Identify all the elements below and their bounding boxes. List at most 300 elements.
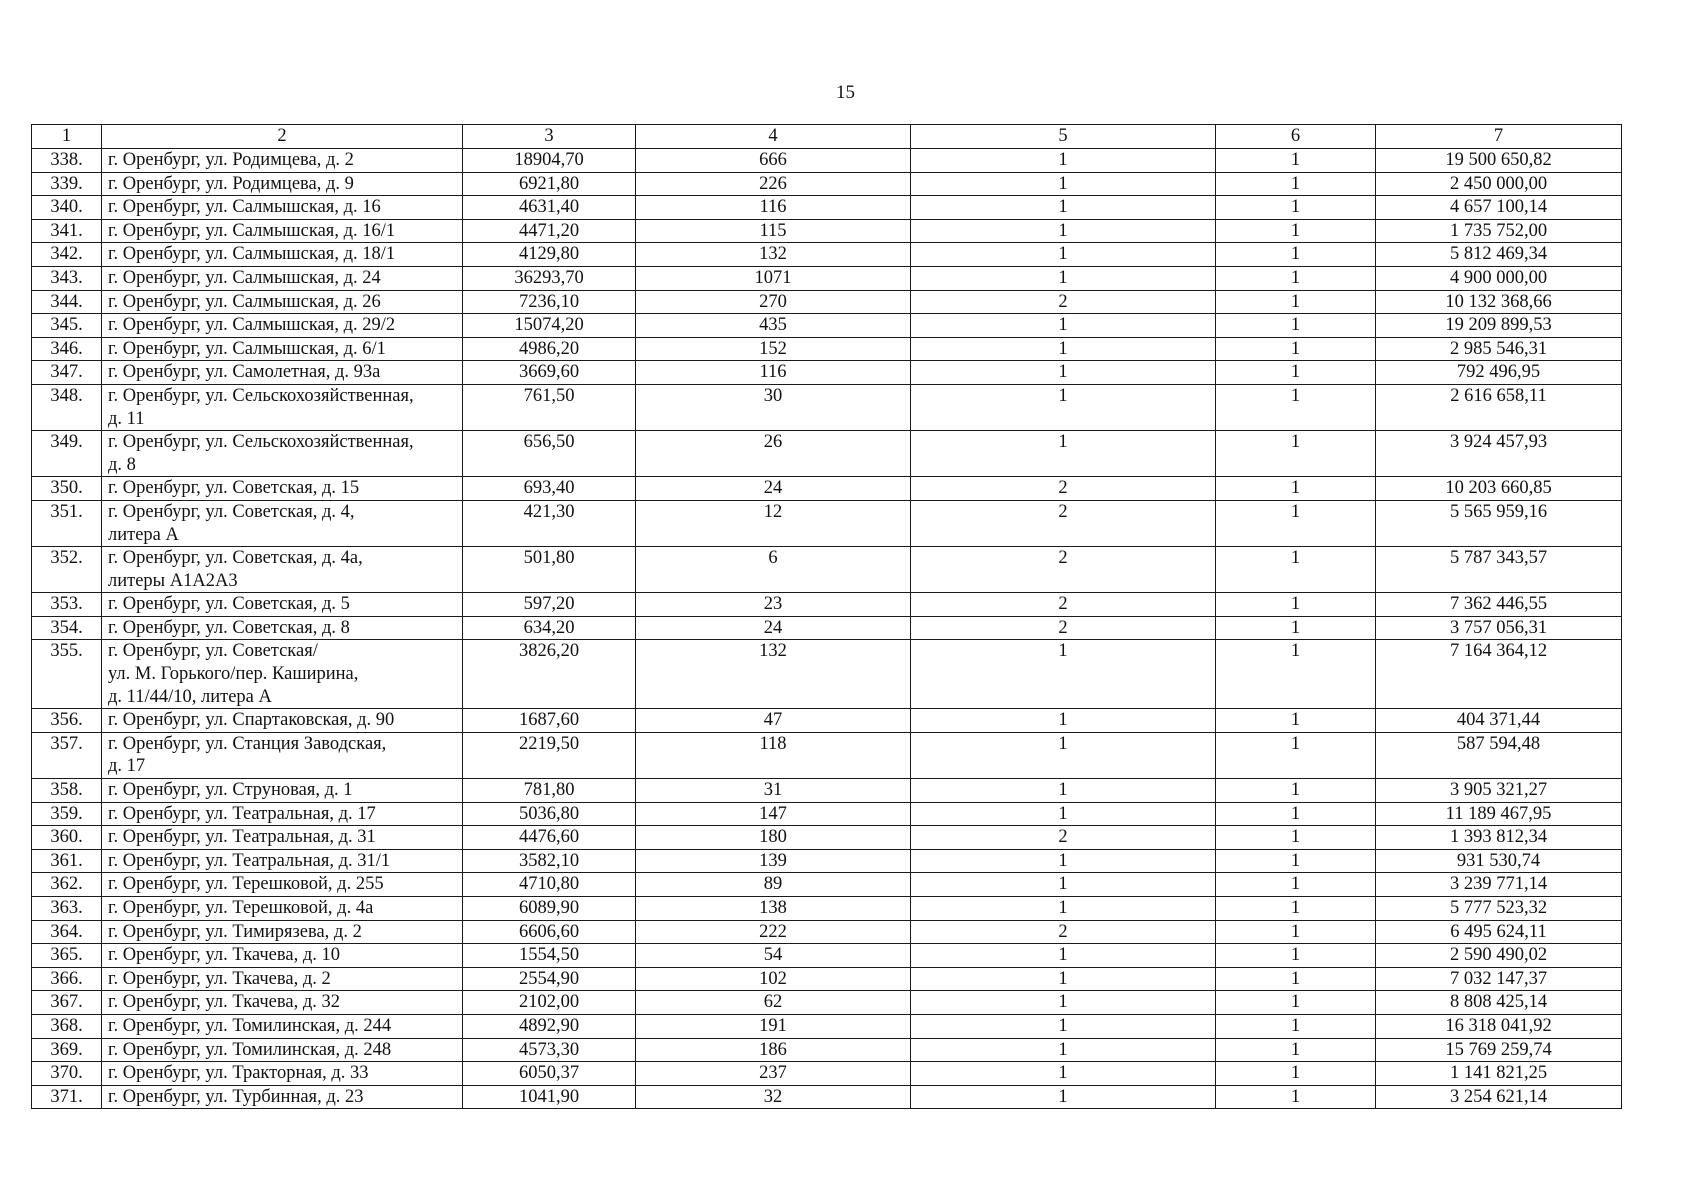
address-line: г. Оренбург, ул. Тимирязева, д. 2	[108, 921, 362, 942]
table-row	[32, 1062, 1622, 1086]
address-cell	[102, 779, 463, 803]
table-header	[32, 125, 1622, 149]
column-header: 5	[911, 125, 1216, 149]
area-cell: 7236,10	[463, 290, 636, 314]
address-line: г. Оренбург, ул. Ткачева, д. 10	[108, 945, 340, 966]
address-line: г. Оренбург, ул. Советская, д. 4а,	[108, 548, 363, 569]
cost-cell: 15 769 259,74	[1376, 1038, 1622, 1062]
area-cell: 2219,50	[463, 732, 636, 778]
address-line: г. Оренбург, ул. Терешковой, д. 4а	[108, 898, 374, 918]
count-cell: 2	[911, 290, 1216, 314]
address-cell	[102, 991, 463, 1015]
count-cell: 1	[911, 361, 1216, 385]
cost-cell: 2 985 546,31	[1376, 337, 1622, 361]
area-cell: 18904,70	[463, 149, 636, 173]
residents-cell: 89	[636, 873, 911, 897]
building-registry-table	[31, 124, 1622, 1109]
count-cell: 1	[1216, 219, 1376, 243]
count-cell: 1	[1216, 802, 1376, 826]
address-line: ул. М. Горького/пер. Каширина,	[108, 664, 359, 685]
table-row	[32, 640, 1622, 709]
table-row	[32, 314, 1622, 338]
residents-cell: 115	[636, 219, 911, 243]
table-row	[32, 243, 1622, 267]
count-cell: 2	[911, 616, 1216, 640]
residents-cell: 1071	[636, 266, 911, 290]
cost-cell: 4 900 000,00	[1376, 266, 1622, 290]
area-cell: 4892,90	[463, 1014, 636, 1038]
count-cell: 2	[911, 477, 1216, 501]
row-number: 360.	[32, 826, 102, 850]
count-cell: 1	[911, 802, 1216, 826]
table-row	[32, 149, 1622, 173]
count-cell: 1	[1216, 337, 1376, 361]
area-cell: 761,50	[463, 384, 636, 430]
count-cell: 1	[1216, 547, 1376, 593]
table-row	[32, 431, 1622, 477]
address-line: г. Оренбург, ул. Театральная, д. 31	[108, 827, 376, 848]
row-number: 343.	[32, 266, 102, 290]
area-cell: 3582,10	[463, 849, 636, 873]
row-number: 364.	[32, 920, 102, 944]
address-cell	[102, 897, 463, 921]
count-cell: 1	[1216, 616, 1376, 640]
address-line: г. Оренбург, ул. Советская/	[108, 641, 318, 662]
count-cell: 1	[1216, 290, 1376, 314]
address-cell	[102, 547, 463, 593]
area-cell: 4471,20	[463, 219, 636, 243]
count-cell: 1	[911, 431, 1216, 477]
address-cell	[102, 1085, 463, 1109]
residents-cell: 152	[636, 337, 911, 361]
address-cell	[102, 967, 463, 991]
address-line: г. Оренбург, ул. Салмышская, д. 26	[108, 291, 381, 312]
cost-cell: 6 495 624,11	[1376, 920, 1622, 944]
area-cell: 6050,37	[463, 1062, 636, 1086]
residents-cell: 47	[636, 709, 911, 733]
address-cell	[102, 920, 463, 944]
count-cell: 1	[1216, 709, 1376, 733]
address-cell	[102, 826, 463, 850]
row-number: 366.	[32, 967, 102, 991]
row-number: 345.	[32, 314, 102, 338]
cost-cell: 4 657 100,14	[1376, 196, 1622, 220]
table-row	[32, 1014, 1622, 1038]
row-number: 357.	[32, 732, 102, 778]
residents-cell: 24	[636, 477, 911, 501]
row-number: 358.	[32, 779, 102, 803]
count-cell: 1	[1216, 314, 1376, 338]
address-cell	[102, 149, 463, 173]
count-cell: 1	[911, 172, 1216, 196]
count-cell: 1	[1216, 991, 1376, 1015]
table-row	[32, 802, 1622, 826]
area-cell: 6089,90	[463, 897, 636, 921]
count-cell: 1	[1216, 361, 1376, 385]
address-cell	[102, 243, 463, 267]
residents-cell: 666	[636, 149, 911, 173]
residents-cell: 102	[636, 967, 911, 991]
column-header: 3	[463, 125, 636, 149]
residents-cell: 32	[636, 1085, 911, 1109]
row-number: 363.	[32, 897, 102, 921]
row-number: 362.	[32, 873, 102, 897]
row-number: 355.	[32, 640, 102, 709]
column-header: 7	[1376, 125, 1622, 149]
table-row	[32, 991, 1622, 1015]
address-cell	[102, 709, 463, 733]
address-line: г. Оренбург, ул. Театральная, д. 17	[108, 803, 376, 824]
row-number: 365.	[32, 944, 102, 968]
count-cell: 2	[911, 547, 1216, 593]
address-line: г. Оренбург, ул. Театральная, д. 31/1	[108, 850, 391, 871]
address-line: г. Оренбург, ул. Советская, д. 8	[108, 617, 350, 638]
count-cell: 1	[911, 640, 1216, 709]
address-cell	[102, 593, 463, 617]
residents-cell: 147	[636, 802, 911, 826]
area-cell: 4710,80	[463, 873, 636, 897]
cost-cell: 7 164 364,12	[1376, 640, 1622, 709]
count-cell: 1	[1216, 1062, 1376, 1086]
table-row	[32, 266, 1622, 290]
count-cell: 1	[911, 196, 1216, 220]
address-line: г. Оренбург, ул. Салмышская, д. 16/1	[108, 220, 396, 241]
count-cell: 1	[911, 219, 1216, 243]
address-cell	[102, 219, 463, 243]
row-number: 367.	[32, 991, 102, 1015]
cost-cell: 5 812 469,34	[1376, 243, 1622, 267]
address-cell	[102, 196, 463, 220]
residents-cell: 186	[636, 1038, 911, 1062]
count-cell: 1	[911, 873, 1216, 897]
count-cell: 1	[1216, 477, 1376, 501]
address-cell	[102, 616, 463, 640]
address-cell	[102, 1062, 463, 1086]
cost-cell: 7 362 446,55	[1376, 593, 1622, 617]
area-cell: 3826,20	[463, 640, 636, 709]
cost-cell: 2 616 658,11	[1376, 384, 1622, 430]
area-cell: 6921,80	[463, 172, 636, 196]
count-cell: 1	[1216, 593, 1376, 617]
count-cell: 1	[911, 1038, 1216, 1062]
row-number: 349.	[32, 431, 102, 477]
address-cell	[102, 431, 463, 477]
row-number: 370.	[32, 1062, 102, 1086]
residents-cell: 139	[636, 849, 911, 873]
table-row	[32, 196, 1622, 220]
address-line: г. Оренбург, ул. Советская, д. 4,	[108, 501, 355, 522]
row-number: 346.	[32, 337, 102, 361]
cost-cell: 10 132 368,66	[1376, 290, 1622, 314]
address-line: г. Оренбург, ул. Турбинная, д. 23	[108, 1086, 364, 1107]
address-cell	[102, 944, 463, 968]
residents-cell: 237	[636, 1062, 911, 1086]
area-cell: 1041,90	[463, 1085, 636, 1109]
address-line: г. Оренбург, ул. Спартаковская, д. 90	[108, 710, 395, 731]
count-cell: 1	[1216, 967, 1376, 991]
area-cell: 4986,20	[463, 337, 636, 361]
count-cell: 1	[1216, 849, 1376, 873]
area-cell: 2102,00	[463, 991, 636, 1015]
row-number: 371.	[32, 1085, 102, 1109]
row-number: 368.	[32, 1014, 102, 1038]
cost-cell: 10 203 660,85	[1376, 477, 1622, 501]
area-cell: 4476,60	[463, 826, 636, 850]
address-line: д. 17	[108, 756, 146, 777]
address-cell	[102, 477, 463, 501]
address-cell	[102, 873, 463, 897]
count-cell: 1	[911, 337, 1216, 361]
address-line: г. Оренбург, ул. Терешковой, д. 255	[108, 874, 384, 895]
address-line: г. Оренбург, ул. Самолетная, д. 93а	[108, 362, 381, 383]
row-number: 339.	[32, 172, 102, 196]
address-line: г. Оренбург, ул. Сельскохозяйственная,	[108, 432, 414, 453]
area-cell: 5036,80	[463, 802, 636, 826]
cost-cell: 3 239 771,14	[1376, 873, 1622, 897]
address-cell	[102, 266, 463, 290]
area-cell: 4573,30	[463, 1038, 636, 1062]
area-cell: 501,80	[463, 547, 636, 593]
address-line: г. Оренбург, ул. Салмышская, д. 24	[108, 267, 381, 288]
residents-cell: 191	[636, 1014, 911, 1038]
area-cell: 1554,50	[463, 944, 636, 968]
count-cell: 1	[911, 991, 1216, 1015]
residents-cell: 132	[636, 243, 911, 267]
count-cell: 1	[911, 897, 1216, 921]
cost-cell: 3 254 621,14	[1376, 1085, 1622, 1109]
residents-cell: 30	[636, 384, 911, 430]
count-cell: 2	[911, 920, 1216, 944]
row-number: 351.	[32, 500, 102, 546]
table-row	[32, 920, 1622, 944]
count-cell: 1	[1216, 779, 1376, 803]
count-cell: 1	[911, 779, 1216, 803]
row-number: 348.	[32, 384, 102, 430]
row-number: 356.	[32, 709, 102, 733]
row-number: 338.	[32, 149, 102, 173]
address-line: д. 11/44/10, литера А	[108, 686, 272, 707]
area-cell: 781,80	[463, 779, 636, 803]
table-row	[32, 873, 1622, 897]
row-number: 342.	[32, 243, 102, 267]
cost-cell: 19 500 650,82	[1376, 149, 1622, 173]
area-cell: 421,30	[463, 500, 636, 546]
residents-cell: 24	[636, 616, 911, 640]
cost-cell: 931 530,74	[1376, 849, 1622, 873]
column-header: 4	[636, 125, 911, 149]
address-cell	[102, 500, 463, 546]
residents-cell: 138	[636, 897, 911, 921]
count-cell: 1	[1216, 1085, 1376, 1109]
table-row	[32, 500, 1622, 546]
address-cell	[102, 384, 463, 430]
count-cell: 1	[911, 1062, 1216, 1086]
table-row	[32, 477, 1622, 501]
count-cell: 1	[1216, 1014, 1376, 1038]
row-number: 340.	[32, 196, 102, 220]
table-row	[32, 547, 1622, 593]
row-number: 369.	[32, 1038, 102, 1062]
table-row	[32, 709, 1622, 733]
address-line: г. Оренбург, ул. Родимцева, д. 9	[108, 173, 354, 194]
cost-cell: 1 141 821,25	[1376, 1062, 1622, 1086]
residents-cell: 54	[636, 944, 911, 968]
count-cell: 1	[1216, 1038, 1376, 1062]
row-number: 359.	[32, 802, 102, 826]
area-cell: 1687,60	[463, 709, 636, 733]
count-cell: 1	[911, 732, 1216, 778]
address-line: г. Оренбург, ул. Сельскохозяйственная,	[108, 385, 414, 406]
address-cell	[102, 802, 463, 826]
residents-cell: 118	[636, 732, 911, 778]
table-row	[32, 172, 1622, 196]
cost-cell: 1 735 752,00	[1376, 219, 1622, 243]
residents-cell: 222	[636, 920, 911, 944]
row-number: 347.	[32, 361, 102, 385]
area-cell: 597,20	[463, 593, 636, 617]
address-line: г. Оренбург, ул. Томилинская, д. 248	[108, 1039, 392, 1060]
residents-cell: 23	[636, 593, 911, 617]
row-number: 350.	[32, 477, 102, 501]
table-row	[32, 1085, 1622, 1109]
count-cell: 1	[911, 243, 1216, 267]
area-cell: 3669,60	[463, 361, 636, 385]
count-cell: 1	[1216, 920, 1376, 944]
count-cell: 1	[1216, 500, 1376, 546]
count-cell: 1	[1216, 873, 1376, 897]
address-line: г. Оренбург, ул. Салмышская, д. 18/1	[108, 244, 396, 265]
row-number: 353.	[32, 593, 102, 617]
row-number: 354.	[32, 616, 102, 640]
address-line: г. Оренбург, ул. Салмышская, д. 6/1	[108, 338, 386, 359]
cost-cell: 2 450 000,00	[1376, 172, 1622, 196]
address-cell	[102, 361, 463, 385]
cost-cell: 404 371,44	[1376, 709, 1622, 733]
address-line: г. Оренбург, ул. Ткачева, д. 32	[108, 992, 340, 1013]
address-line: г. Оренбург, ул. Струновая, д. 1	[108, 780, 353, 801]
count-cell: 1	[911, 384, 1216, 430]
count-cell: 1	[911, 314, 1216, 338]
column-header: 1	[32, 125, 102, 149]
table-row	[32, 732, 1622, 778]
cost-cell: 3 905 321,27	[1376, 779, 1622, 803]
residents-cell: 12	[636, 500, 911, 546]
table-body	[32, 149, 1622, 1109]
area-cell: 36293,70	[463, 266, 636, 290]
address-cell	[102, 732, 463, 778]
address-line: г. Оренбург, ул. Салмышская, д. 29/2	[108, 315, 396, 336]
residents-cell: 226	[636, 172, 911, 196]
area-cell: 6606,60	[463, 920, 636, 944]
area-cell: 2554,90	[463, 967, 636, 991]
cost-cell: 11 189 467,95	[1376, 802, 1622, 826]
table-row	[32, 849, 1622, 873]
count-cell: 1	[1216, 266, 1376, 290]
residents-cell: 62	[636, 991, 911, 1015]
address-line: г. Оренбург, ул. Тракторная, д. 33	[108, 1063, 369, 1084]
count-cell: 1	[1216, 431, 1376, 477]
address-cell	[102, 640, 463, 709]
table-row	[32, 944, 1622, 968]
residents-cell: 435	[636, 314, 911, 338]
row-number: 361.	[32, 849, 102, 873]
cost-cell: 3 924 457,93	[1376, 431, 1622, 477]
address-line: д. 11	[108, 408, 145, 429]
count-cell: 2	[911, 500, 1216, 546]
table-row	[32, 361, 1622, 385]
residents-cell: 270	[636, 290, 911, 314]
count-cell: 1	[1216, 732, 1376, 778]
area-cell: 4129,80	[463, 243, 636, 267]
table-row	[32, 219, 1622, 243]
table-row	[32, 1038, 1622, 1062]
cost-cell: 5 565 959,16	[1376, 500, 1622, 546]
table-row	[32, 384, 1622, 430]
header-row	[32, 125, 1622, 149]
area-cell: 15074,20	[463, 314, 636, 338]
residents-cell: 26	[636, 431, 911, 477]
count-cell: 1	[911, 967, 1216, 991]
count-cell: 1	[1216, 149, 1376, 173]
count-cell: 1	[911, 1085, 1216, 1109]
cost-cell: 7 032 147,37	[1376, 967, 1622, 991]
cost-cell: 1 393 812,34	[1376, 826, 1622, 850]
table-row	[32, 779, 1622, 803]
column-header: 2	[102, 125, 463, 149]
row-number: 344.	[32, 290, 102, 314]
address-line: литеры А1А2А3	[108, 570, 238, 591]
address-line: г. Оренбург, ул. Ткачева, д. 2	[108, 968, 331, 989]
table-row	[32, 826, 1622, 850]
address-line: г. Оренбург, ул. Томилинская, д. 244	[108, 1015, 392, 1036]
row-number: 341.	[32, 219, 102, 243]
table-row	[32, 616, 1622, 640]
address-line: литера А	[108, 524, 179, 545]
row-number: 352.	[32, 547, 102, 593]
cost-cell: 5 787 343,57	[1376, 547, 1622, 593]
address-line: г. Оренбург, ул. Советская, д. 15	[108, 478, 360, 499]
count-cell: 1	[911, 944, 1216, 968]
address-line: г. Оренбург, ул. Советская, д. 5	[108, 594, 350, 615]
address-line: д. 8	[108, 454, 136, 475]
address-cell	[102, 172, 463, 196]
residents-cell: 116	[636, 196, 911, 220]
table-row	[32, 897, 1622, 921]
count-cell: 1	[1216, 897, 1376, 921]
count-cell: 1	[911, 849, 1216, 873]
residents-cell: 116	[636, 361, 911, 385]
address-cell	[102, 337, 463, 361]
column-header: 6	[1216, 125, 1376, 149]
residents-cell: 31	[636, 779, 911, 803]
cost-cell: 587 594,48	[1376, 732, 1622, 778]
residents-cell: 6	[636, 547, 911, 593]
cost-cell: 2 590 490,02	[1376, 944, 1622, 968]
count-cell: 1	[1216, 172, 1376, 196]
count-cell: 1	[1216, 384, 1376, 430]
table-row	[32, 593, 1622, 617]
cost-cell: 8 808 425,14	[1376, 991, 1622, 1015]
cost-cell: 16 318 041,92	[1376, 1014, 1622, 1038]
residents-cell: 180	[636, 826, 911, 850]
address-cell	[102, 314, 463, 338]
area-cell: 4631,40	[463, 196, 636, 220]
cost-cell: 792 496,95	[1376, 361, 1622, 385]
area-cell: 634,20	[463, 616, 636, 640]
cost-cell: 19 209 899,53	[1376, 314, 1622, 338]
address-line: г. Оренбург, ул. Салмышская, д. 16	[108, 197, 381, 218]
count-cell: 2	[911, 826, 1216, 850]
